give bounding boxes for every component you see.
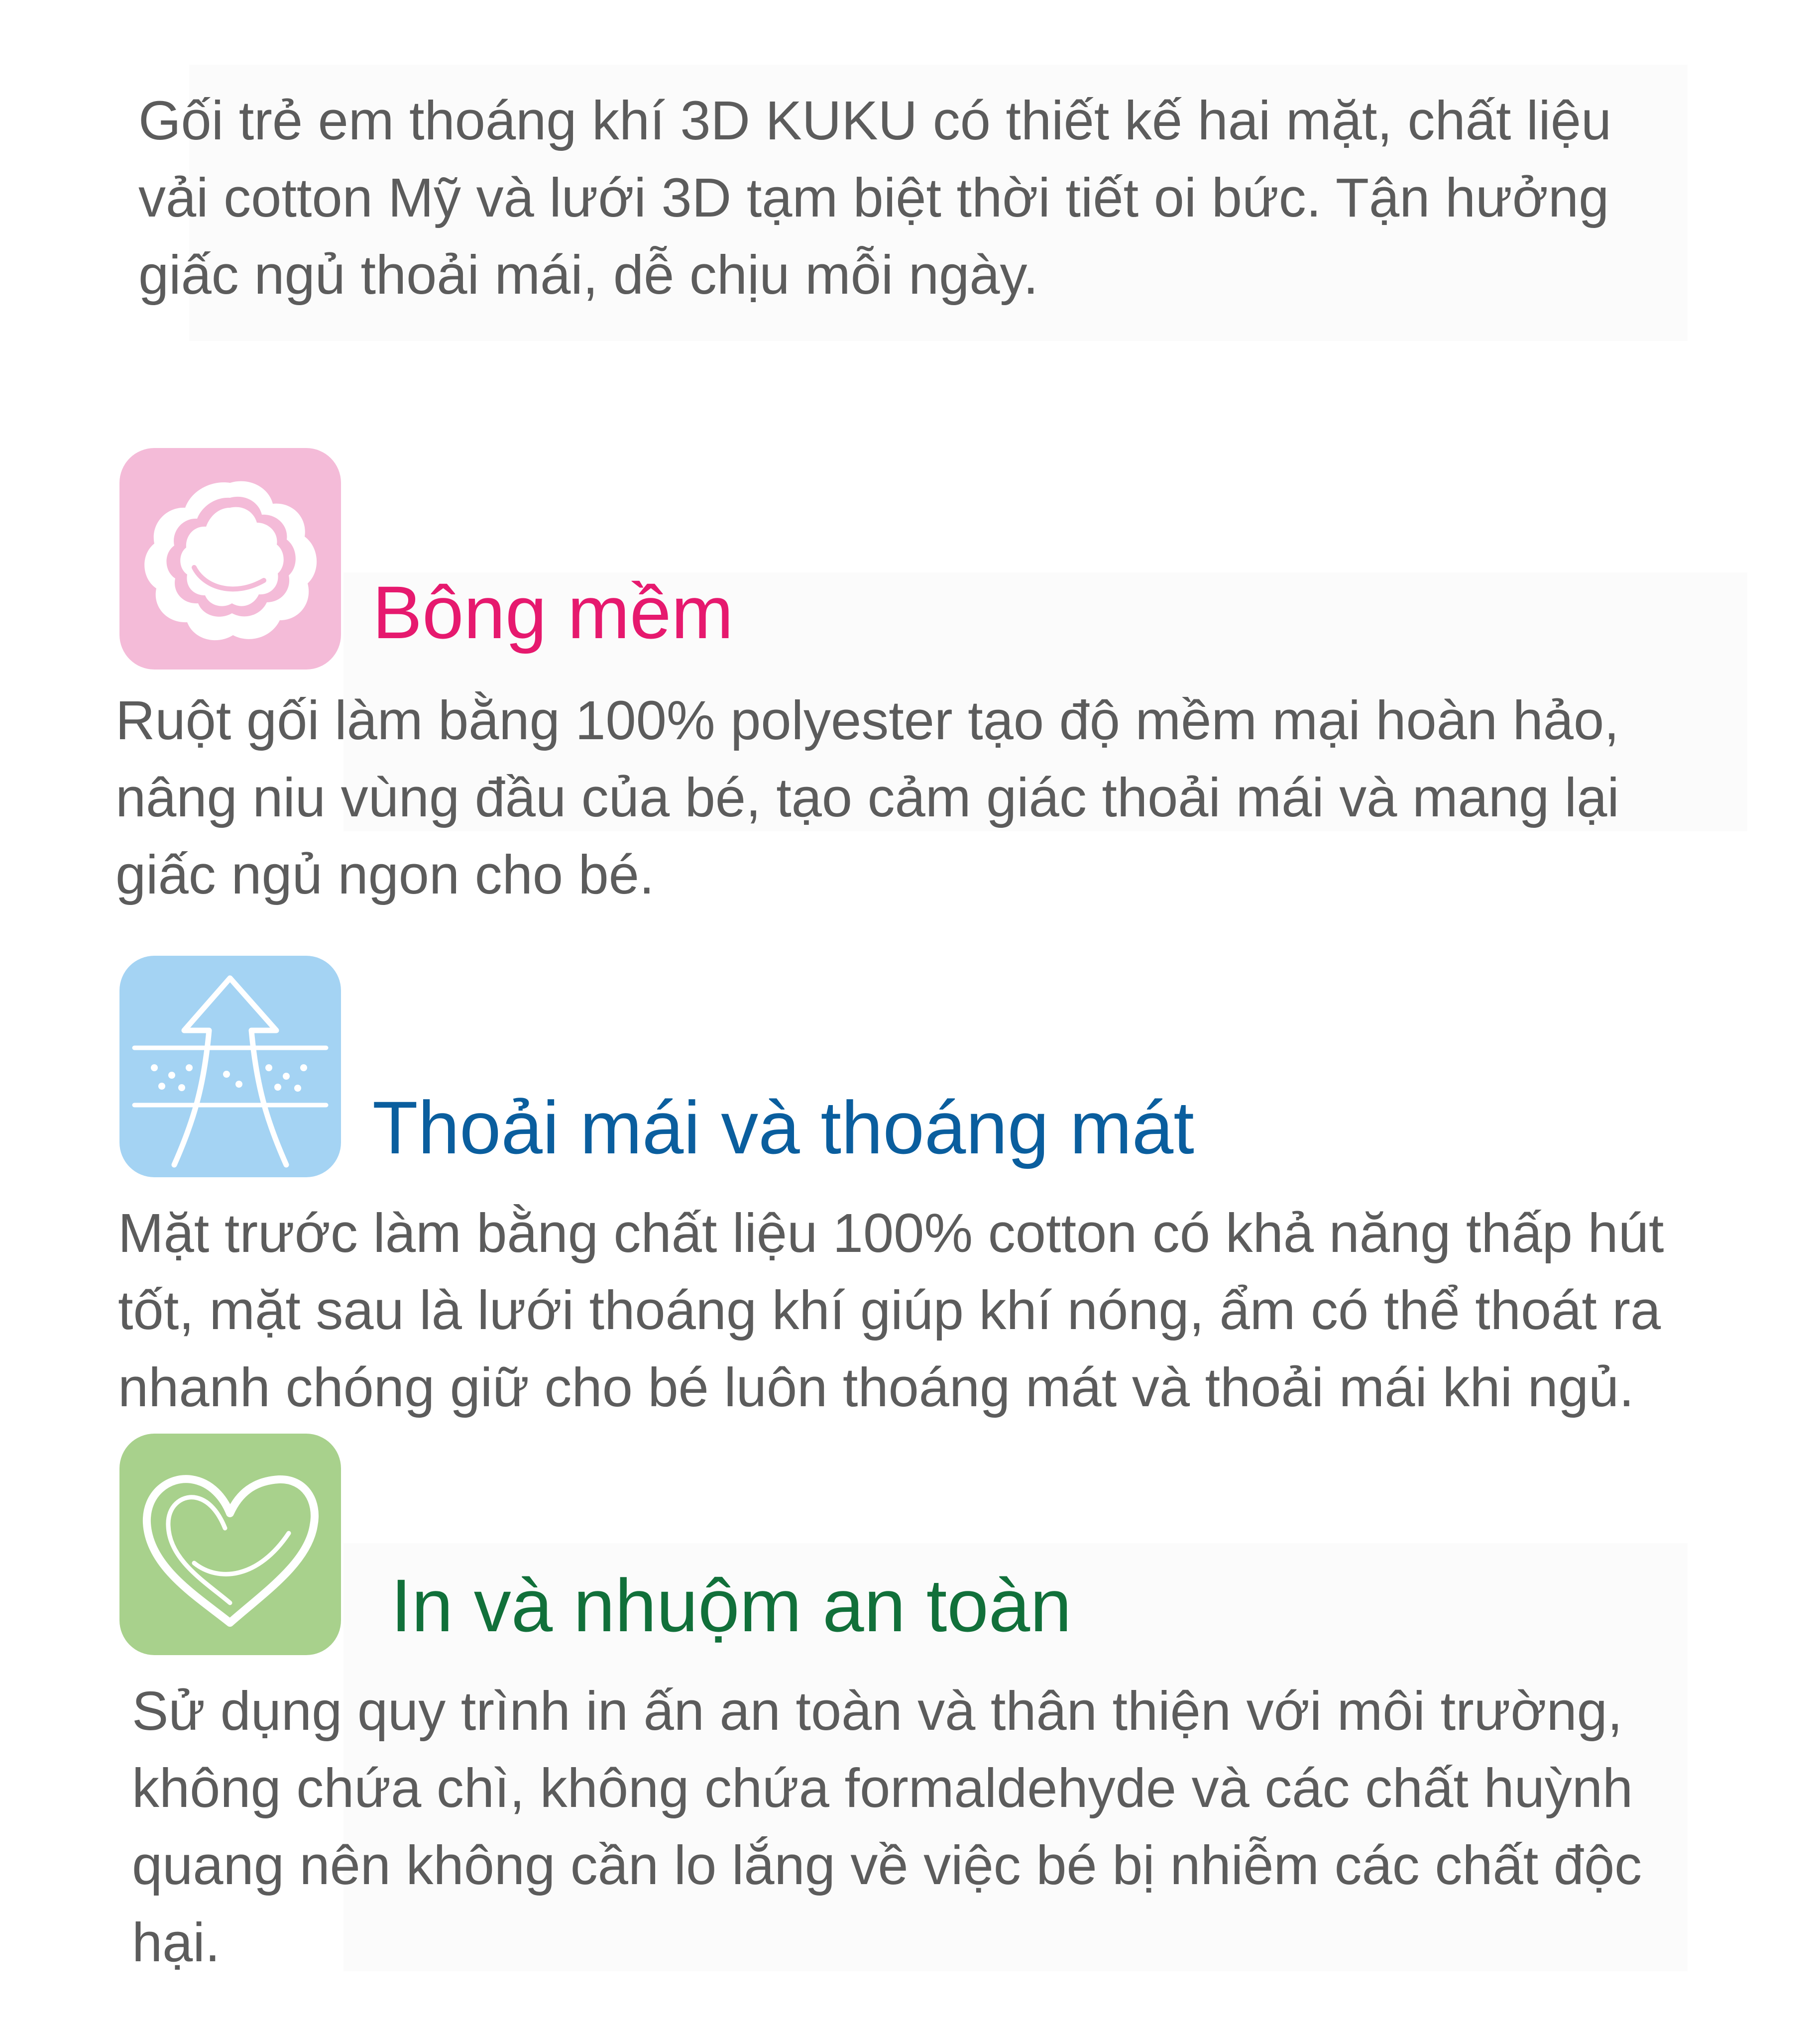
feature-title: In và nhuộm an toàn — [391, 1564, 1072, 1647]
feature-description: Ruột gối làm bằng 100% polyester tạo độ mềm mại hoàn hảo, nâng niu vùng đầu của bé, tạo cảm giác thoải mái và mang lại giấc ngủ ngon cho bé. — [115, 690, 1619, 905]
feature-title: Thoải mái và thoáng mát — [372, 1086, 1194, 1169]
feature-description: Mặt trước làm bằng chất liệu 100% cotton có khả năng thấp hút tốt, mặt sau là lưới thoáng khí giúp khí nóng, ẩm có thể thoát ra nhanh chóng giữ cho bé luôn thoáng mát và thoải mái khi ngủ. — [118, 1203, 1664, 1418]
cotton-icon — [119, 448, 341, 670]
airflow-arrow-icon — [119, 956, 341, 1177]
feature-title: Bông mềm — [372, 570, 734, 654]
heart-icon — [119, 1434, 341, 1655]
feature-description: Sử dụng quy trình in ấn an toàn và thân thiện với môi trường, không chứa chì, không chứa formaldehyde và các chất huỳnh quang nên không cần lo lắng về việc bé bị nhiễm các chất độc hại. — [132, 1681, 1642, 1973]
intro-paragraph: Gối trẻ em thoáng khí 3D KUKU có thiết kế hai mặt, chất liệu vải cotton Mỹ và lưới 3D tạm biệt thời tiết oi bức. Tận hưởng giấc ngủ thoải mái, dễ chịu mỗi ngày. — [138, 90, 1612, 306]
